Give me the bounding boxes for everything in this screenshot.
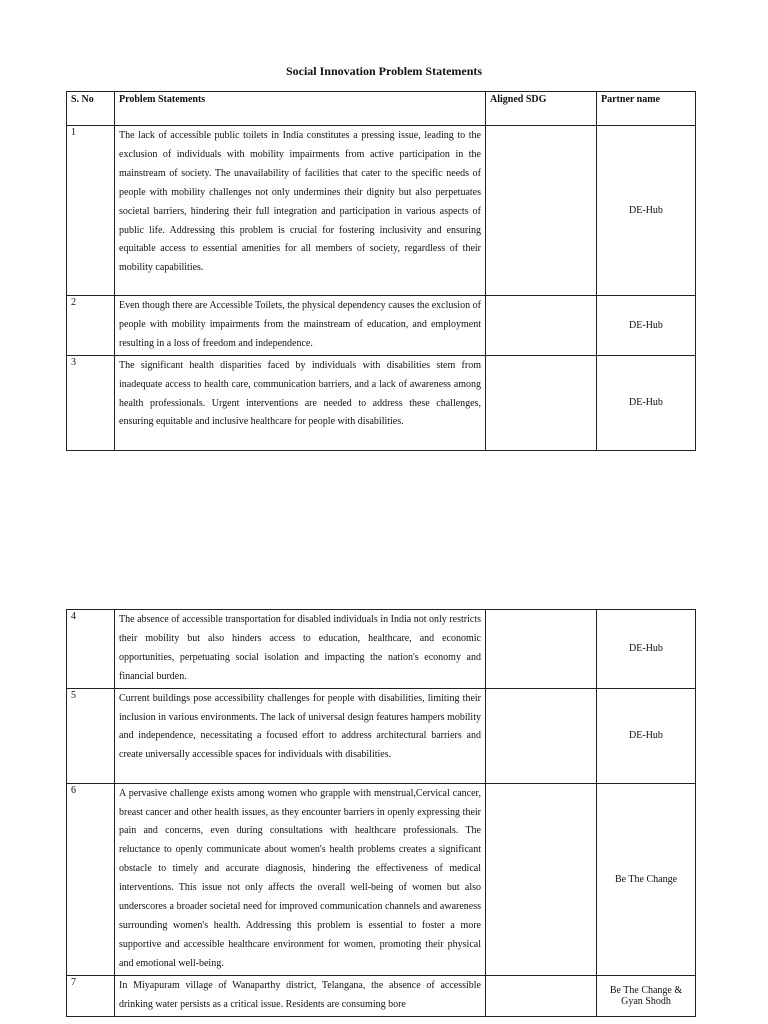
row-statement: The lack of accessible public toilets in India constitutes a pressing issue, leading to the exclusion of individuals with mobility impairments from active participation in the mainstream of society. The unavailability of facilities that cater to the specific needs of people with mobility challenges not only undermines their dignity but also perpetuates societal barriers, hindering their full integration and participation in various aspects of public life. Addressing this problem is crucial for fostering inclusivity and ensuring equitable access to essential amenities for all members of society, regardless of their mobility capabilities. [115,126,486,296]
header-sno: S. No [67,92,115,126]
row-sno: 2 [67,296,115,356]
row-sno: 3 [67,355,115,450]
row-statement: Current buildings pose accessibility challenges for people with disabilities, limiting their inclusion in various environments. The lack of universal design features hampers mobility and independence, necessitating a focused effort to address architectural barriers and create universally accessible spaces for individuals with disabilities. [115,688,486,783]
row-sdg [486,355,597,450]
row-statement: The absence of accessible transportation for disabled individuals in India not only restricts their mobility but also hinders access to education, healthcare, and economic opportunities, perpetuating social isolation and impacting the nation's economy and financial burden. [115,610,486,689]
row-partner: Be The Change & Gyan Shodh [597,975,696,1016]
header-partner: Partner name [597,92,696,126]
header-sdg: Aligned SDG [486,92,597,126]
row-partner: DE-Hub [597,296,696,356]
row-sno: 6 [67,783,115,975]
row-statement: A pervasive challenge exists among women who grapple with menstrual,Cervical cancer, breast cancer and other health issues, as they encounter barriers in openly expressing their pain and concerns, even during consultations with healthcare professionals. The reluctance to openly communicate about women's health problems creates a significant obstacle to timely and accurate diagnosis, hindering the effectiveness of medical interventions. This issue not only affects the overall well-being of women but also underscores a broader societal need for improved communication channels and awareness surrounding women's health. Addressing this problem is essential to foster a more supportive and accessible healthcare environment for women, promoting their physical and emotional well-being. [115,783,486,975]
row-statement: In Miyapuram village of Wanaparthy district, Telangana, the absence of accessible drinking water persists as a critical issue. Residents are consuming bore [115,975,486,1016]
row-sdg [486,126,597,296]
table-row [67,355,696,450]
row-partner: DE-Hub [597,610,696,689]
row-sdg [486,783,597,975]
row-sno: 4 [67,610,115,689]
problem-table-part-1 [66,91,696,451]
row-partner: Be The Change [597,783,696,975]
table-row [67,783,696,975]
table-row [67,126,696,296]
row-sdg [486,610,597,689]
problem-table-part-2 [66,609,696,1017]
table-row [67,975,696,1016]
row-sno: 5 [67,688,115,783]
table-header-row [67,92,696,126]
row-partner: DE-Hub [597,355,696,450]
row-sno: 7 [67,975,115,1016]
table-row [67,296,696,356]
page-title: Social Innovation Problem Statements [285,64,483,78]
row-sdg [486,296,597,356]
row-statement: Even though there are Accessible Toilets, the physical dependency causes the exclusion of people with mobility impairments from the mainstream of education, and employment resulting in a loss of freedom and independence. [115,296,486,356]
row-partner: DE-Hub [597,688,696,783]
table-row [67,610,696,689]
table-row [67,688,696,783]
row-sdg [486,975,597,1016]
row-partner: DE-Hub [597,126,696,296]
header-statement: Problem Statements [115,92,486,126]
row-statement: The significant health disparities faced by individuals with disabilities stem from inadequate access to health care, communication barriers, and a lack of awareness among health professionals. Urgent interventions are needed to address these challenges, ensuring equitable and inclusive healthcare for people with disabilities. [115,355,486,450]
row-sno: 1 [67,126,115,296]
row-sdg [486,688,597,783]
